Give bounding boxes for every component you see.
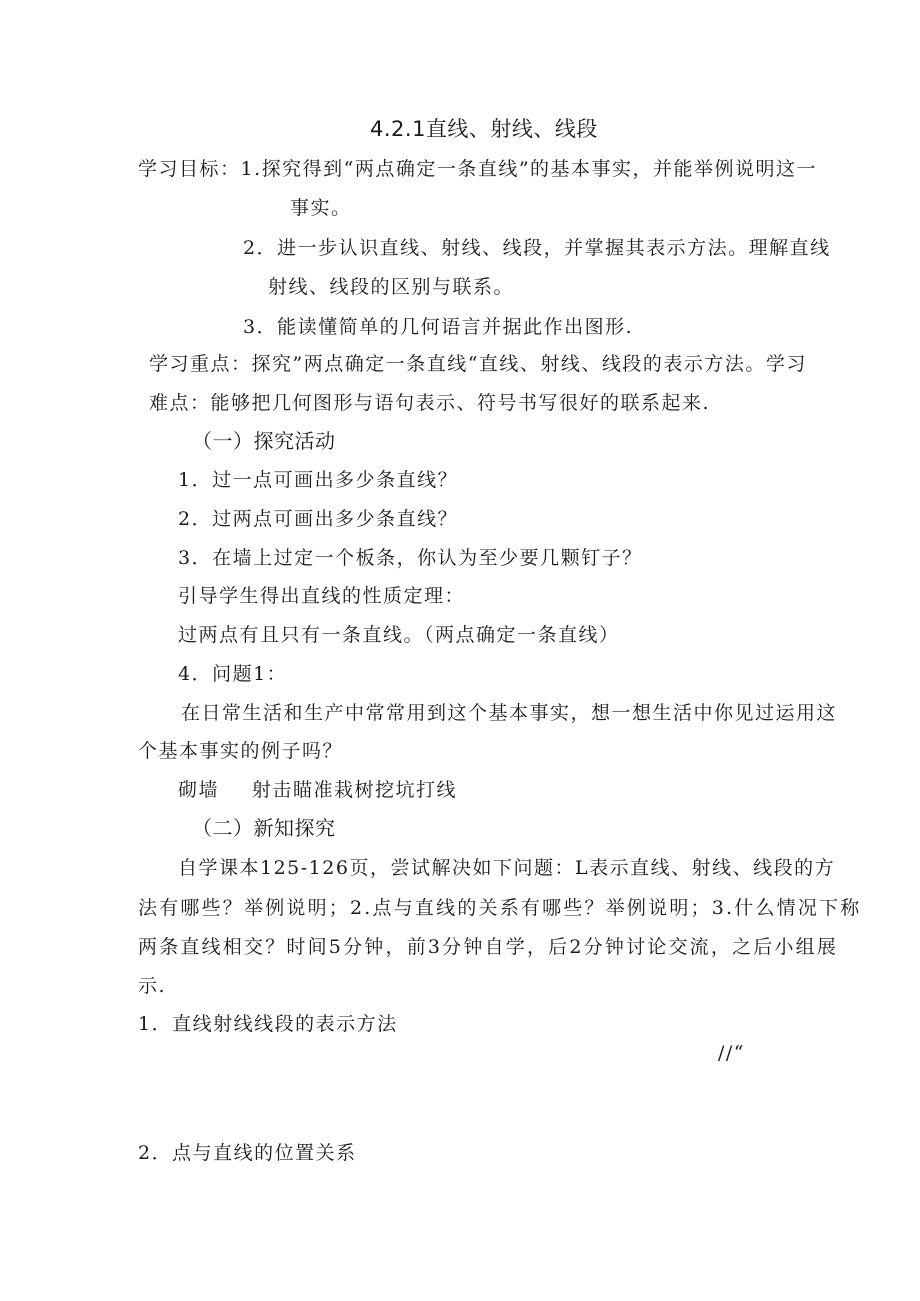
guide-text: 引导学生得出直线的性质定理： bbox=[178, 585, 466, 607]
self-study-line-1: 自学课本125-126页，尝试解决如下问题：L表示直线、射线、线段的方 bbox=[178, 857, 836, 879]
question-2: 2．过两点可画出多少条直线？ bbox=[178, 508, 459, 530]
question-4-text-line-2: 个基本事实的例子吗？ bbox=[138, 740, 344, 762]
section2-heading: （二）新知探究 bbox=[192, 816, 336, 840]
key-points-line-2: 难点：能够把几何图形与语句表示、符号书写很好的联系起来. bbox=[149, 392, 711, 414]
objectives-line-1: 学习目标：1.探究得到“两点确定一条直线”的基本事实，并能举例说明这一 bbox=[138, 158, 818, 180]
theorem-text: 过两点有且只有一条直线。（两点确定一条直线） bbox=[178, 624, 620, 646]
question-1: 1．过一点可画出多少条直线？ bbox=[178, 469, 459, 491]
question-3: 3．在墙上过定一个板条，你认为至少要几颗钉子？ bbox=[178, 547, 643, 569]
objectives-line-2: 事实。 bbox=[290, 197, 352, 219]
objectives-line-4: 射线、线段的区别与联系。 bbox=[268, 276, 515, 298]
section1-heading: （一）探究活动 bbox=[192, 429, 336, 453]
examples-a: 砌墙 bbox=[178, 779, 220, 801]
self-study-line-4: 示. bbox=[138, 975, 167, 997]
objectives-line-3: 2．进一步认识直线、射线、线段，并掌握其表示方法。理解直线 bbox=[243, 237, 831, 259]
key-points-line-1: 学习重点：探究”两点确定一条直线“直线、射线、线段的表示方法。学习 bbox=[149, 353, 807, 375]
examples-b: 射击瞄准栽树挖坑打线 bbox=[252, 779, 458, 801]
page-title: 4.2.1直线、射线、线段 bbox=[370, 117, 598, 141]
stray-mark: //“ bbox=[718, 1042, 746, 1064]
objectives-line-5: 3．能读懂简单的几何语言并据此作出图形. bbox=[243, 316, 634, 338]
question-4-text-line-1: 在日常生活和生产中常常用到这个基本事实，想一想生活中你见过运用这 bbox=[181, 702, 838, 724]
item-2: 2．点与直线的位置关系 bbox=[138, 1142, 357, 1164]
item-1: 1．直线射线线段的表示方法 bbox=[138, 1013, 398, 1035]
self-study-line-2: 法有哪些？举例说明；2.点与直线的关系有哪些？举例说明；3.什么情况下称 bbox=[138, 897, 862, 919]
self-study-line-3: 两条直线相交？时间5分钟，前3分钟自学，后2分钟讨论交流，之后小组展 bbox=[138, 936, 839, 958]
question-4-label: 4．问题1： bbox=[178, 663, 288, 685]
